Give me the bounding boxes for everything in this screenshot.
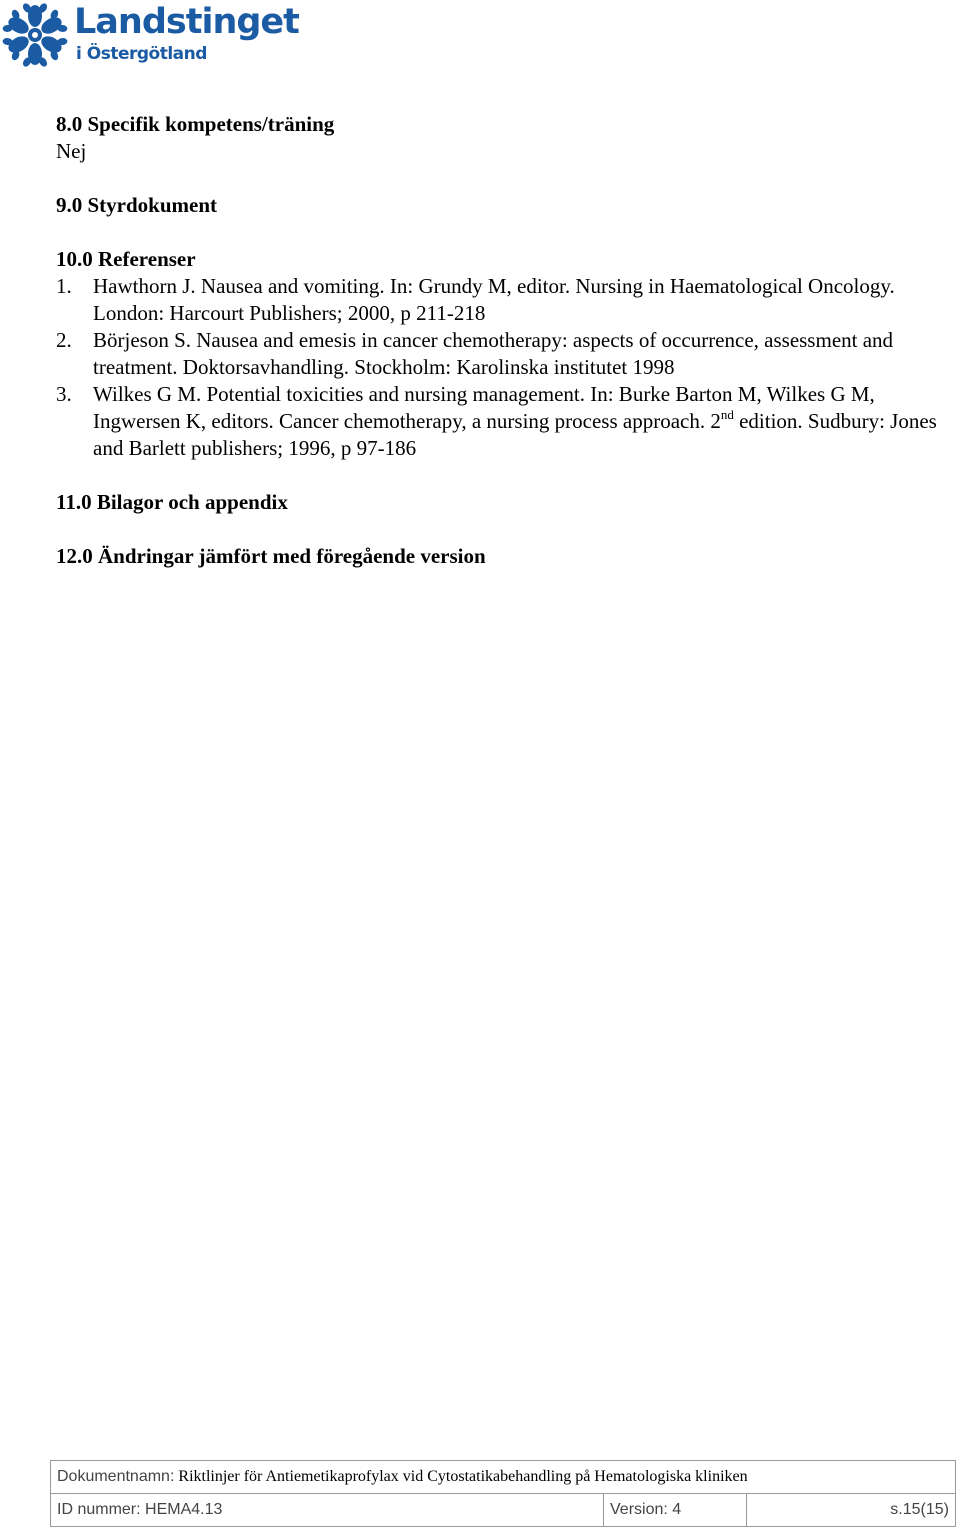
footer-doc-label: Dokumentnamn:	[57, 1468, 175, 1485]
reference-item	[56, 381, 956, 462]
reference-text: Börjeson S. Nausea and emesis in cancer chemotherapy: aspects of occurrence, assessment and treatment. Doktorsavhandling. Stockholm: Karolinska institutet 1998	[93, 328, 894, 379]
reference-number: 3.	[56, 382, 72, 406]
section-12-heading: 12.0 Ändringar jämfört med föregående version	[56, 544, 486, 568]
reference-text	[93, 381, 956, 462]
footer-id: ID nummer: HEMA4.13	[57, 1501, 223, 1518]
section-8-body: Nej	[56, 139, 87, 163]
section-9-heading: 9.0 Styrdokument	[56, 193, 218, 217]
reference-item	[56, 273, 956, 327]
footer-id-cell	[51, 1494, 604, 1527]
footer-version: Version: 4	[610, 1501, 682, 1518]
reference-text-part: edition. Sudbury: Jones and Barlett publishers; 1996, p 97-186	[93, 409, 937, 460]
document-body	[56, 111, 956, 570]
footer-doc-name: Riktlinjer för Antiemetikaprofylax vid Cytostatikabehandling på Hematologiska kliniken	[178, 1468, 748, 1485]
logo-name: Landstinget	[74, 2, 299, 42]
footer-version-cell	[604, 1494, 747, 1527]
reference-text-part: Wilkes G M. Potential toxicities and nursing management. In: Burke Barton M, Wilkes G M, Ingwersen K, editors. Cancer chemotherapy, a nursing process approach. 2	[93, 382, 875, 433]
reference-text: Hawthorn J. Nausea and vomiting. In: Grundy M, editor. Nursing in Haematological Oncology. London: Harcourt Publishers; 2000, p 211-218	[93, 274, 895, 325]
reference-number: 1.	[56, 274, 72, 298]
logo-subline: i Östergötland	[76, 44, 207, 64]
document-footer	[50, 1460, 956, 1528]
landstinget-logo	[2, 2, 299, 74]
snowflake-icon	[2, 2, 68, 68]
footer-table	[50, 1460, 956, 1527]
section-11-heading: 11.0 Bilagor och appendix	[56, 490, 288, 514]
reference-item	[56, 327, 956, 381]
section-8-heading: 8.0 Specifik kompetens/träning	[56, 112, 335, 136]
footer-page-cell	[747, 1494, 956, 1527]
reference-superscript: nd	[720, 407, 734, 422]
footer-document-name-cell	[51, 1461, 956, 1494]
reference-number: 2.	[56, 328, 72, 352]
footer-page: s.15(15)	[890, 1501, 949, 1518]
section-10-heading: 10.0 Referenser	[56, 247, 196, 271]
